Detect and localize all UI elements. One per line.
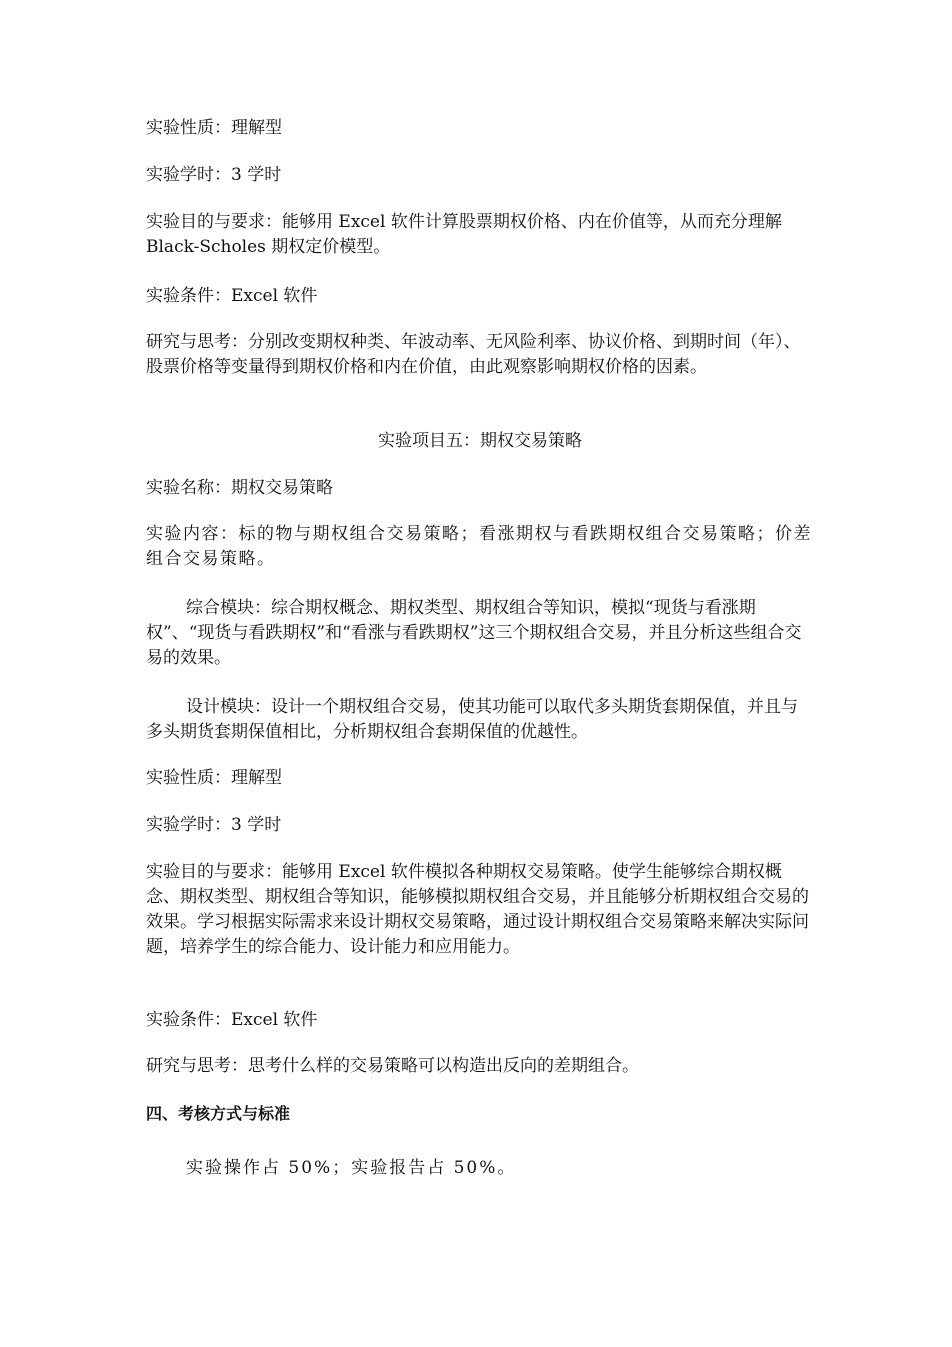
experiment-conditions: 实验条件：Excel 软件 [146,286,318,306]
project-five-heading: 实验项目五：期权交易策略 [378,431,582,451]
experiment-objectives-2: 实验目的与要求：能够用 Excel 软件模拟各种期权交易策略。使学生能够综合期权概念、期权类型、期权组合等知识，能够模拟期权组合交易，并且能够分析期权组合交易的效果。学习根据实际需求来设计期权交易策略，通过设计期权组合交易策略来解决实际问题，培养学生的综合能力、设计能力和应用能力。 [146,862,809,957]
experiment-hours: 实验学时：3 学时 [146,165,282,185]
assessment-standard: 实验操作占 50%；实验报告占 50%。 [186,1158,517,1178]
experiment-nature-2: 实验性质：理解型 [146,768,282,788]
experiment-nature: 实验性质：理解型 [146,118,282,138]
section-four-heading: 四、考核方式与标准 [146,1104,291,1123]
research-and-thinking-2: 研究与思考：思考什么样的交易策略可以构造出反向的差期组合。 [146,1056,639,1076]
experiment-objectives: 实验目的与要求：能够用 Excel 软件计算股票期权价格、内在价值等，从而充分理解 Black-Scholes 期权定价模型。 [146,212,782,257]
comprehensive-module: 综合模块：综合期权概念、期权类型、期权组合等知识，模拟“现货与看涨期权”、“现货与看跌期权”和“看涨与看跌期权”这三个期权组合交易，并且分析这些组合交易的效果。 [146,598,802,668]
experiment-hours-2: 实验学时：3 学时 [146,815,282,835]
experiment-conditions-2: 实验条件：Excel 软件 [146,1010,318,1030]
research-and-thinking: 研究与思考：分别改变期权种类、年波动率、无风险利率、协议价格、到期时间（年）、股票价格等变量得到期权价格和内在价值，由此观察影响期权价格的因素。 [146,332,801,377]
experiment-content: 实验内容：标的物与期权组合交易策略；看涨期权与看跌期权组合交易策略；价差组合交易策略。 [146,524,812,569]
experiment-name: 实验名称：期权交易策略 [146,478,333,498]
design-module: 设计模块：设计一个期权组合交易，使其功能可以取代多头期货套期保值，并且与多头期货套期保值相比，分析期权组合套期保值的优越性。 [146,697,798,742]
